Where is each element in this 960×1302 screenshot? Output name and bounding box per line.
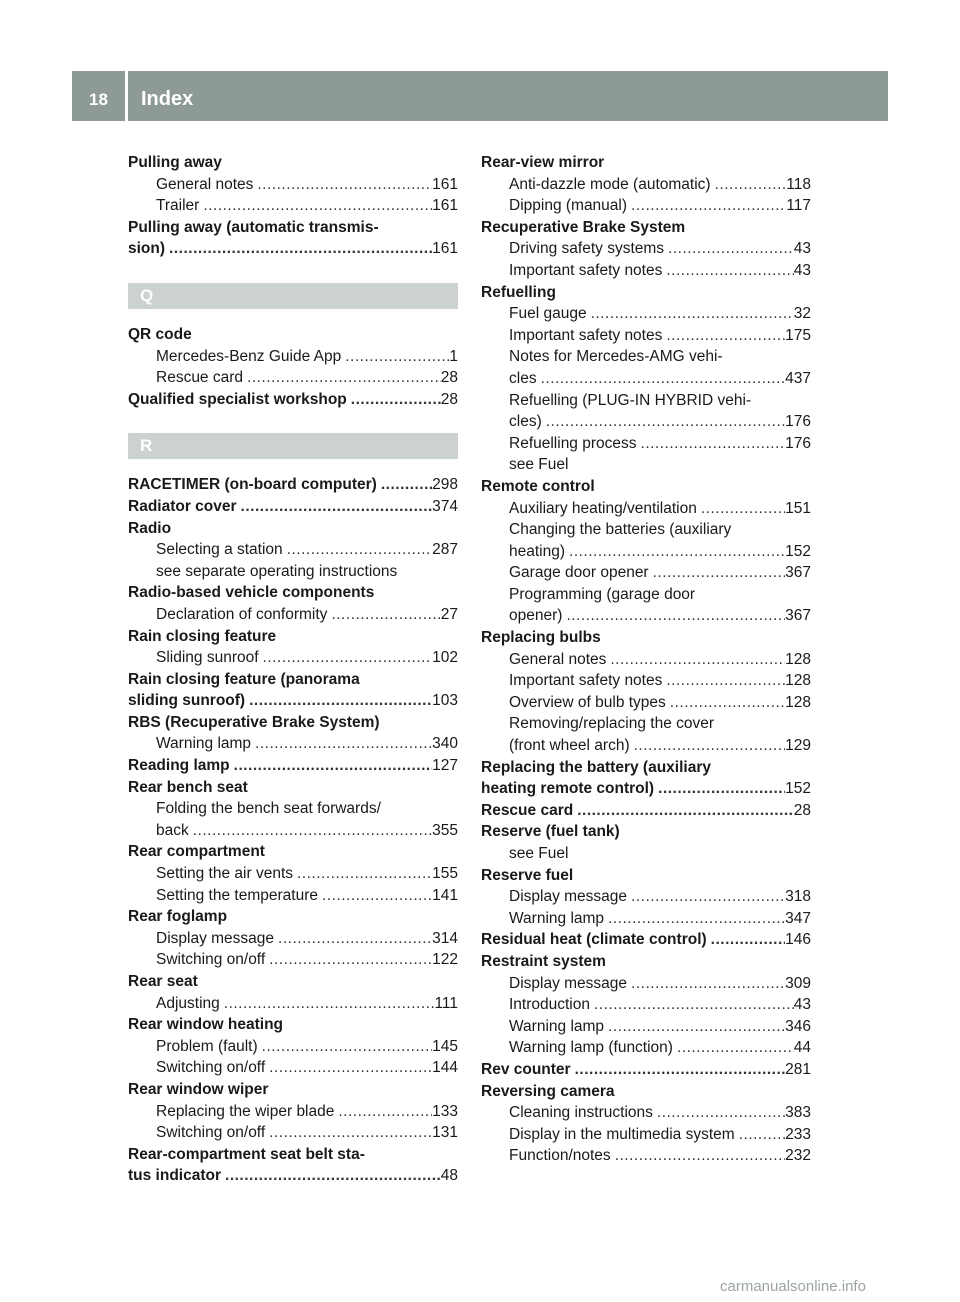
entry-text: Mercedes-Benz Guide App [156, 347, 342, 365]
index-entry [128, 690, 458, 712]
page-reference: 118 [786, 175, 811, 193]
index-subentry [128, 539, 458, 561]
entry-text: Rain closing feature [128, 627, 277, 645]
entry-text: Important safety notes [509, 261, 663, 279]
index-subentry [481, 411, 811, 433]
page-reference: 117 [786, 197, 811, 215]
entry-text: heating) [509, 542, 566, 560]
dot-leader [259, 647, 433, 669]
dot-leader [711, 174, 787, 196]
page-reference: 298 [432, 476, 458, 494]
page-reference: 176 [785, 413, 811, 431]
index-entry [128, 238, 458, 260]
entry-text: Display message [156, 929, 275, 947]
index-subentry [128, 174, 458, 196]
entry-text: Qualified specialist workshop [128, 390, 347, 408]
index-entry [128, 669, 458, 691]
dot-leader [245, 690, 432, 712]
index-subentry [481, 735, 811, 757]
entry-text: Pulling away (automatic transmis- [128, 218, 379, 236]
entry-text: Reading lamp [128, 757, 230, 775]
page-reference: 367 [785, 607, 811, 625]
entry-text: Changing the batteries (auxiliary [509, 521, 732, 539]
index-subentry [128, 885, 458, 907]
index-column-left [128, 152, 458, 1187]
entry-text: Rescue card [156, 369, 244, 387]
page-number: 18 [89, 90, 108, 109]
dot-leader [649, 562, 786, 584]
entry-text: see separate operating instructions [156, 562, 398, 580]
index-subentry [481, 390, 811, 412]
page-reference: 43 [793, 996, 811, 1014]
index-entry [128, 582, 458, 604]
index-subentry [481, 1016, 811, 1038]
entry-text: Notes for Mercedes-AMG vehi- [509, 348, 723, 366]
index-entry [128, 496, 458, 518]
index-subentry [481, 174, 811, 196]
dot-leader [707, 929, 785, 951]
entry-text: Setting the temperature [156, 886, 318, 904]
entry-text: Trailer [156, 197, 200, 215]
section-header-q: Q [128, 283, 458, 309]
entry-text: Restraint system [481, 952, 606, 970]
index-entry [481, 778, 811, 800]
entry-text: Warning lamp [509, 909, 605, 927]
entry-text: Remote control [481, 477, 595, 495]
page-reference: 314 [432, 929, 458, 947]
page-reference: 437 [785, 369, 811, 387]
page-header [72, 71, 888, 121]
entry-text: Programming (garage door [509, 585, 696, 603]
entry-text: Refuelling process [509, 434, 637, 452]
entry-text: Radiator cover [128, 497, 237, 515]
entry-text: QR code [128, 325, 192, 343]
index-subentry [481, 886, 811, 908]
entry-text: tus indicator [128, 1167, 222, 1185]
index-subentry [481, 908, 811, 930]
index-entry [128, 389, 458, 411]
index-entry [128, 626, 458, 648]
page-title: Index [141, 88, 194, 110]
dot-leader [265, 1057, 432, 1079]
entry-text: Display in the multimedia system [509, 1125, 735, 1143]
dot-leader [565, 541, 785, 563]
dot-leader [606, 649, 785, 671]
entry-text: Rear compartment [128, 843, 265, 861]
entry-text: Selecting a station [156, 541, 283, 559]
dot-leader [283, 539, 432, 561]
dot-leader [265, 1122, 432, 1144]
entry-text: General notes [509, 650, 607, 668]
dot-leader [627, 973, 785, 995]
index-subentry [128, 1036, 458, 1058]
page-reference: 1 [449, 347, 458, 365]
entry-text: cles) [509, 413, 542, 431]
index-subentry [128, 798, 458, 820]
entry-text: Pulling away [128, 154, 222, 171]
index-subentry [128, 993, 458, 1015]
entry-text: sliding sunroof) [128, 692, 246, 710]
entry-text: Auxiliary heating/ventilation [509, 499, 697, 517]
index-entry [128, 518, 458, 540]
entry-text: Rear window wiper [128, 1080, 269, 1098]
index-subentry [481, 584, 811, 606]
entry-text: Reserve fuel [481, 866, 574, 884]
page-reference: 28 [440, 390, 458, 408]
index-subentry [128, 733, 458, 755]
entry-text: Warning lamp [509, 1017, 605, 1035]
index-subentry [481, 670, 811, 692]
entry-text: Refuelling (PLUG-IN HYBRID vehi- [509, 391, 752, 409]
dot-leader [258, 1036, 432, 1058]
dot-leader [573, 800, 794, 822]
index-entry [128, 971, 458, 993]
page-reference: 151 [785, 499, 811, 517]
page-reference: 176 [785, 434, 811, 452]
index-subentry [128, 367, 458, 389]
entry-text: Sliding sunroof [156, 649, 259, 667]
index-entry [128, 1144, 458, 1166]
entry-text: Rear window heating [128, 1016, 284, 1034]
page-reference: 141 [432, 886, 458, 904]
page-reference: 133 [432, 1102, 458, 1120]
page-reference: 128 [785, 672, 811, 690]
index-subentry [128, 928, 458, 950]
index-subentry [481, 454, 811, 476]
dot-leader [662, 260, 793, 282]
entry-text: General notes [156, 175, 254, 193]
entry-text: Rev counter [481, 1060, 571, 1078]
dot-leader [637, 433, 786, 455]
page-reference: 309 [785, 974, 811, 992]
entry-text: Problem (fault) [156, 1037, 258, 1055]
entry-text: Adjusting [156, 994, 220, 1012]
header-divider [125, 71, 128, 121]
entry-text: Radio-based vehicle components [128, 584, 375, 602]
index-subentry [481, 195, 811, 217]
entry-text: Replacing bulbs [481, 629, 601, 647]
index-subentry [481, 541, 811, 563]
dot-leader [604, 1016, 785, 1038]
page-reference: 127 [432, 757, 458, 775]
entry-text: back [156, 821, 189, 839]
page-reference: 161 [432, 197, 458, 215]
index-subentry [481, 713, 811, 735]
dot-leader [571, 1059, 786, 1081]
page-reference: 383 [785, 1104, 811, 1122]
index-subentry [481, 346, 811, 368]
index-subentry [128, 820, 458, 842]
watermark: carmanualsonline.info [720, 1278, 866, 1295]
page-reference: 44 [793, 1039, 811, 1057]
page-reference: 102 [432, 649, 458, 667]
index-subentry [128, 604, 458, 626]
entry-text: Rescue card [481, 801, 574, 819]
page-reference: 347 [785, 909, 811, 927]
entry-text: Important safety notes [509, 326, 663, 344]
entry-text: opener) [509, 607, 563, 625]
index-entry [481, 800, 811, 822]
entry-text: sion) [128, 240, 166, 258]
page-reference: 233 [785, 1125, 811, 1143]
index-entry [128, 906, 458, 928]
index-entry [481, 282, 811, 304]
dot-leader [237, 496, 433, 518]
page-reference: 32 [793, 305, 811, 323]
dot-leader [347, 389, 441, 411]
entry-text: Driving safety systems [509, 240, 665, 258]
dot-leader [265, 949, 432, 971]
page-reference: 122 [432, 951, 458, 969]
index-subentry [128, 195, 458, 217]
index-entry [128, 324, 458, 346]
entry-text: Overview of bulb types [509, 693, 666, 711]
page-reference: 374 [432, 497, 458, 515]
entry-text: see Fuel [509, 456, 569, 474]
page-reference: 340 [432, 735, 458, 753]
index-entry [481, 217, 811, 239]
entry-text: Function/notes [509, 1147, 611, 1165]
entry-text: (front wheel arch) [509, 737, 630, 755]
page-reference: 43 [793, 240, 811, 258]
entry-text: Recuperative Brake System [481, 218, 686, 236]
dot-leader [630, 735, 786, 757]
entry-text: Switching on/off [156, 1124, 266, 1142]
page-reference: 287 [432, 541, 458, 559]
dot-leader [327, 604, 440, 626]
dot-leader [274, 928, 432, 950]
entry-text: Rear-compartment seat belt sta- [128, 1145, 365, 1163]
index-subentry [481, 238, 811, 260]
dot-leader [697, 498, 785, 520]
dot-leader [253, 174, 432, 196]
index-subentry [128, 647, 458, 669]
index-subentry [481, 843, 811, 865]
entry-text: Warning lamp [156, 735, 252, 753]
entry-text: Declaration of conformity [156, 605, 328, 623]
dot-leader [666, 692, 785, 714]
page-reference: 27 [440, 605, 458, 623]
index-subentry [481, 498, 811, 520]
dot-leader [653, 1102, 785, 1124]
page-reference: 48 [440, 1167, 458, 1185]
entry-text: Replacing the battery (auxiliary [481, 758, 711, 776]
entry-text: Rear-view mirror [481, 154, 605, 171]
page-reference: 103 [432, 692, 458, 710]
index-entry [481, 821, 811, 843]
index-entry [128, 1165, 458, 1187]
page-reference: 367 [785, 564, 811, 582]
index-subentry [128, 1101, 458, 1123]
page-reference: 161 [432, 175, 458, 193]
entry-text: Switching on/off [156, 951, 266, 969]
index-subentry [481, 994, 811, 1016]
entry-text: Display message [509, 974, 628, 992]
index-entry [128, 217, 458, 239]
page-reference: 175 [785, 326, 811, 344]
entry-text: see Fuel [509, 845, 569, 862]
dot-leader [221, 1165, 441, 1187]
index-subentry [128, 561, 458, 583]
page-reference: 28 [793, 801, 811, 819]
entry-text: Dipping (manual) [509, 197, 628, 215]
dot-leader [627, 195, 786, 217]
index-entry [128, 1014, 458, 1036]
index-entry [481, 1059, 811, 1081]
index-subentry [128, 1057, 458, 1079]
index-subentry [481, 433, 811, 455]
dot-leader [627, 886, 785, 908]
entry-text: Fuel gauge [509, 305, 587, 323]
index-subentry [481, 562, 811, 584]
index-entry [481, 1081, 811, 1103]
index-subentry [481, 605, 811, 627]
page-reference: 111 [434, 994, 458, 1012]
index-entry [481, 929, 811, 951]
page-reference: 129 [785, 737, 811, 755]
index-subentry [481, 368, 811, 390]
entry-text: Setting the air vents [156, 865, 293, 883]
dot-leader [590, 994, 794, 1016]
dot-leader [189, 820, 432, 842]
dot-leader [334, 1101, 432, 1123]
index-entry [481, 476, 811, 498]
entry-text: Replacing the wiper blade [156, 1102, 335, 1120]
entry-text: Rear foglamp [128, 908, 228, 926]
page-reference: 152 [785, 780, 811, 798]
entry-text: Rear bench seat [128, 778, 248, 796]
index-subentry [481, 1145, 811, 1167]
page-reference: 152 [785, 542, 811, 560]
dot-leader [735, 1124, 785, 1146]
dot-leader [662, 325, 785, 347]
dot-leader [662, 670, 785, 692]
entry-text: RACETIMER (on-board computer) [128, 476, 377, 494]
page-reference: 318 [785, 888, 811, 906]
index-subentry [128, 863, 458, 885]
page-reference: 128 [785, 650, 811, 668]
entry-text: Garage door opener [509, 564, 649, 582]
dot-leader [562, 605, 785, 627]
dot-leader [230, 755, 432, 777]
index-subentry [481, 692, 811, 714]
index-entry [128, 755, 458, 777]
entry-text: Removing/replacing the cover [509, 715, 715, 733]
dot-leader [664, 238, 794, 260]
dot-leader [251, 733, 432, 755]
entry-text: Important safety notes [509, 672, 663, 690]
index-entry [481, 627, 811, 649]
entry-text: Rear seat [128, 973, 198, 990]
page-reference: 131 [432, 1124, 458, 1142]
entry-text: Switching on/off [156, 1059, 266, 1077]
index-entry [128, 474, 458, 496]
dot-leader [654, 778, 785, 800]
index-subentry [481, 649, 811, 671]
index-subentry [128, 1122, 458, 1144]
entry-text: Display message [509, 888, 628, 906]
dot-leader [377, 474, 432, 496]
page-reference: 128 [785, 693, 811, 711]
entry-text: Anti-dazzle mode (automatic) [509, 175, 711, 193]
dot-leader [220, 993, 435, 1015]
page-reference: 145 [432, 1037, 458, 1055]
dot-leader [604, 908, 785, 930]
index-subentry [481, 519, 811, 541]
index-entry [481, 152, 811, 174]
index-subentry [481, 1037, 811, 1059]
index-entry [128, 712, 458, 734]
dot-leader [318, 885, 432, 907]
index-subentry [128, 346, 458, 368]
entry-text: Reversing camera [481, 1082, 615, 1100]
index-subentry [481, 260, 811, 282]
index-subentry [481, 973, 811, 995]
entry-text: Radio [128, 519, 172, 537]
entry-text: Residual heat (climate control) [481, 931, 707, 949]
dot-leader [243, 367, 441, 389]
entry-text: Cleaning instructions [509, 1104, 653, 1122]
page-reference: 346 [785, 1017, 811, 1035]
dot-leader [587, 303, 794, 325]
page-reference: 146 [785, 931, 811, 949]
entry-text: Rain closing feature (panorama [128, 670, 360, 688]
entry-text: Folding the bench seat forwards/ [156, 800, 381, 818]
dot-leader [611, 1145, 785, 1167]
page-reference: 43 [793, 261, 811, 279]
index-entry [481, 757, 811, 779]
entry-text: Introduction [509, 996, 590, 1014]
page-reference: 355 [432, 821, 458, 839]
entry-text: cles [509, 369, 537, 387]
dot-leader [537, 368, 786, 390]
index-entry [128, 1079, 458, 1101]
dot-leader [542, 411, 785, 433]
index-column-right [481, 152, 811, 1167]
index-subentry [481, 1102, 811, 1124]
index-subentry [481, 325, 811, 347]
page-reference: 232 [785, 1147, 811, 1165]
dot-leader [165, 238, 432, 260]
page-reference: 161 [432, 240, 458, 258]
entry-text: RBS (Recuperative Brake System) [128, 713, 380, 731]
dot-leader [341, 346, 449, 368]
index-entry [481, 865, 811, 887]
section-header-r: R [128, 433, 458, 459]
page-reference: 155 [432, 865, 458, 883]
index-entry [128, 841, 458, 863]
index-subentry [481, 1124, 811, 1146]
index-entry [481, 951, 811, 973]
dot-leader [199, 195, 432, 217]
dot-leader [673, 1037, 794, 1059]
page-reference: 28 [440, 369, 458, 387]
page-reference: 281 [785, 1060, 811, 1078]
index-subentry [481, 303, 811, 325]
entry-text: Reserve (fuel tank) [481, 823, 620, 841]
entry-text: heating remote control) [481, 780, 655, 798]
index-entry [128, 777, 458, 799]
entry-text: Warning lamp (function) [509, 1039, 673, 1057]
index-entry [128, 152, 458, 174]
page-reference: 144 [432, 1059, 458, 1077]
index-subentry [128, 949, 458, 971]
entry-text: Refuelling [481, 283, 556, 301]
dot-leader [293, 863, 432, 885]
